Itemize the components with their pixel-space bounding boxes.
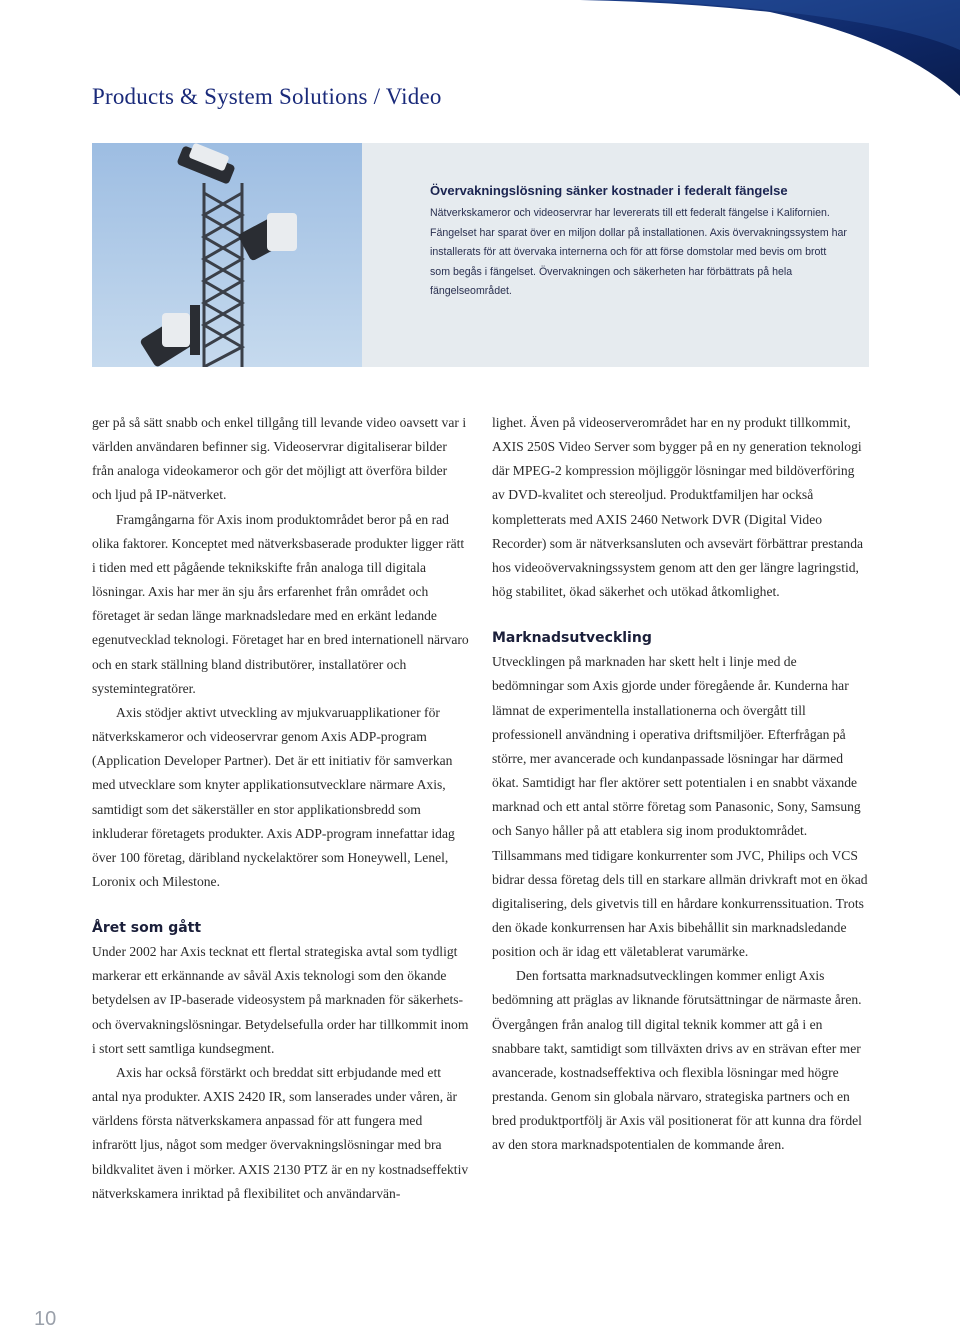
camera-tower-photo	[92, 143, 362, 367]
corner-decoration	[580, 0, 960, 100]
paragraph: ger på så sätt snabb och enkel tillgång till levande video oavsett var i världen användaren befinner sig. Videoservrar digitaliserar bilder från analoga videokameror och gör det möjligt att överföra bilder och ljud på IP-nätverket.	[92, 415, 467, 503]
page-number: 10	[34, 1308, 57, 1330]
left-column	[92, 411, 470, 1206]
case-study-body: Nätverkskameror och videoservrar har levererats till ett federalt fängelse i Kalifornien. Fängelset har sparat över en miljon dollar på installationen. Axis övervakningssystem har installerats för att övervaka internerna och för att förse domstolar med bevis om brott som begås i fängelset. Övervakningen och säkerheten har förbättrats på hela fängelseområdet.	[430, 207, 847, 297]
section-heading-aret-som-gatt: Året som gått	[92, 920, 202, 937]
case-study-text	[430, 183, 848, 302]
case-study-title: Övervakningslösning sänker kostnader i federalt fängelse	[430, 183, 788, 198]
right-column	[492, 411, 870, 1158]
paragraph: Den fortsatta marknadsutvecklingen kommer enligt Axis bedömning att präglas av liknande förutsättningar de närmaste åren. Övergången från analog till digital teknik kommer att gå i en snabbare takt, samtidigt som tillväxten drivs av en strävan efter mer avancerade, kostnadseffektiva och flexibla lösningar med högre prestanda. Genom sin globala närvaro, strategiska partners och en bred produktportfölj är Axis väl positionerat för att kunna dra fördel av den stora marknadspotentialen de kommande åren.	[492, 968, 862, 1153]
paragraph: Framgångarna för Axis inom produktområdet beror på en rad olika faktorer. Konceptet med nätverksbaserade produkter ligger rätt i tiden med ett pågående teknikskifte från analoga till digitala lösningar. Axis har mer än sju års erfarenhet från området och företaget är sedan länge marknadsledare med en erkänt ledande egenutvecklad teknologi. Företaget har en bred internationell närvaro och en stark ställning bland distributörer, installatörer och systemintegratörer.	[92, 511, 469, 696]
paragraph: Axis stödjer aktivt utveckling av mjukvaruapplikationer för nätverkskameror och videoservrar genom Axis ADP-program (Application Developer Partner). Det är ett initiativ för samverkan med utvecklare som knyter applikationsutvecklare närmare Axis, samtidigt som det säkerställer en stor applikationsbredd som inkluderar företagets produkter. Axis ADP-program innefattar idag över 100 företag, däribland nyckelaktörer som Honeywell, Lenel, Loronix och Milestone.	[92, 704, 455, 889]
case-study-box	[92, 143, 869, 367]
section-title: Products & System Solutions / Video	[92, 84, 442, 109]
section-heading-marknadsutveckling: Marknadsutveckling	[492, 630, 652, 647]
paragraph: lighet. Även på videoserverområdet har en ny produkt tillkommit, AXIS 250S Video Server som bygger på en ny generation teknologi där MPEG-2 kompression möjliggör lösningar med bildöverföring av DVD-kvalitet och stereoljud. Produktfamiljen har också kompletterats med AXIS 2460 Network DVR (Digital Video Recorder) som är nätverksansluten och avsevärt förbättrar prestanda hos videoövervakningssystem genom att den ger längre lagringstid, hög stabilitet, ökad säkerhet och utökad åtkomlighet.	[492, 415, 864, 600]
paragraph: Under 2002 har Axis tecknat ett flertal strategiska avtal som tydligt markerar ett erkännande av såväl Axis teknologi som den ökande betydelsen av IP-baserade videosystem på marknaden för säkerhets- och övervakningslösningar. Betydelsefulla order har tillkommit inom i stort sett samtliga kundsegment.	[92, 944, 469, 1056]
paragraph: Utvecklingen på marknaden har skett helt i linje med de bedömningar som Axis gjorde under föregående år. Kunderna har lämnat de experimentella installationerna och övergått till professionell användning i operativa driftsmiljöer. Efterfrågan på större, mer avancerade och kundanpassade lösningar har därmed ökat. Samtidigt har fler aktörer sett potentialen i en snabbt växande marknad och ett antal större företag som Panasonic, Sony, Samsung och Sanyo håller på att etablera sig inom produktområdet. Tillsammans med tidigare konkurrenter som JVC, Philips och VCS bidrar dessa företag dels till en starkare allmän drivkraft mot en ökad digitalisering, dels givetvis till en hårdare konkurrenssituation. Trots den ökade konkurrensen har Axis bibehållit sin marknadsledande position och är idag ett väletablerat varumärke.	[492, 654, 868, 960]
paragraph: Axis har också förstärkt och breddat sitt erbjudande med ett antal nya produkter. AXIS 2420 IR, som lanserades under våren, är världens första nätverkskamera anpassad för att fungera med infrarött ljus, något som medger övervakningslösningar med bra bildkvalitet även i mörker. AXIS 2130 PTZ är en ny kostnadseffektiv nätverkskamera inriktad på flexibilitet och användarvän-	[92, 1064, 469, 1201]
